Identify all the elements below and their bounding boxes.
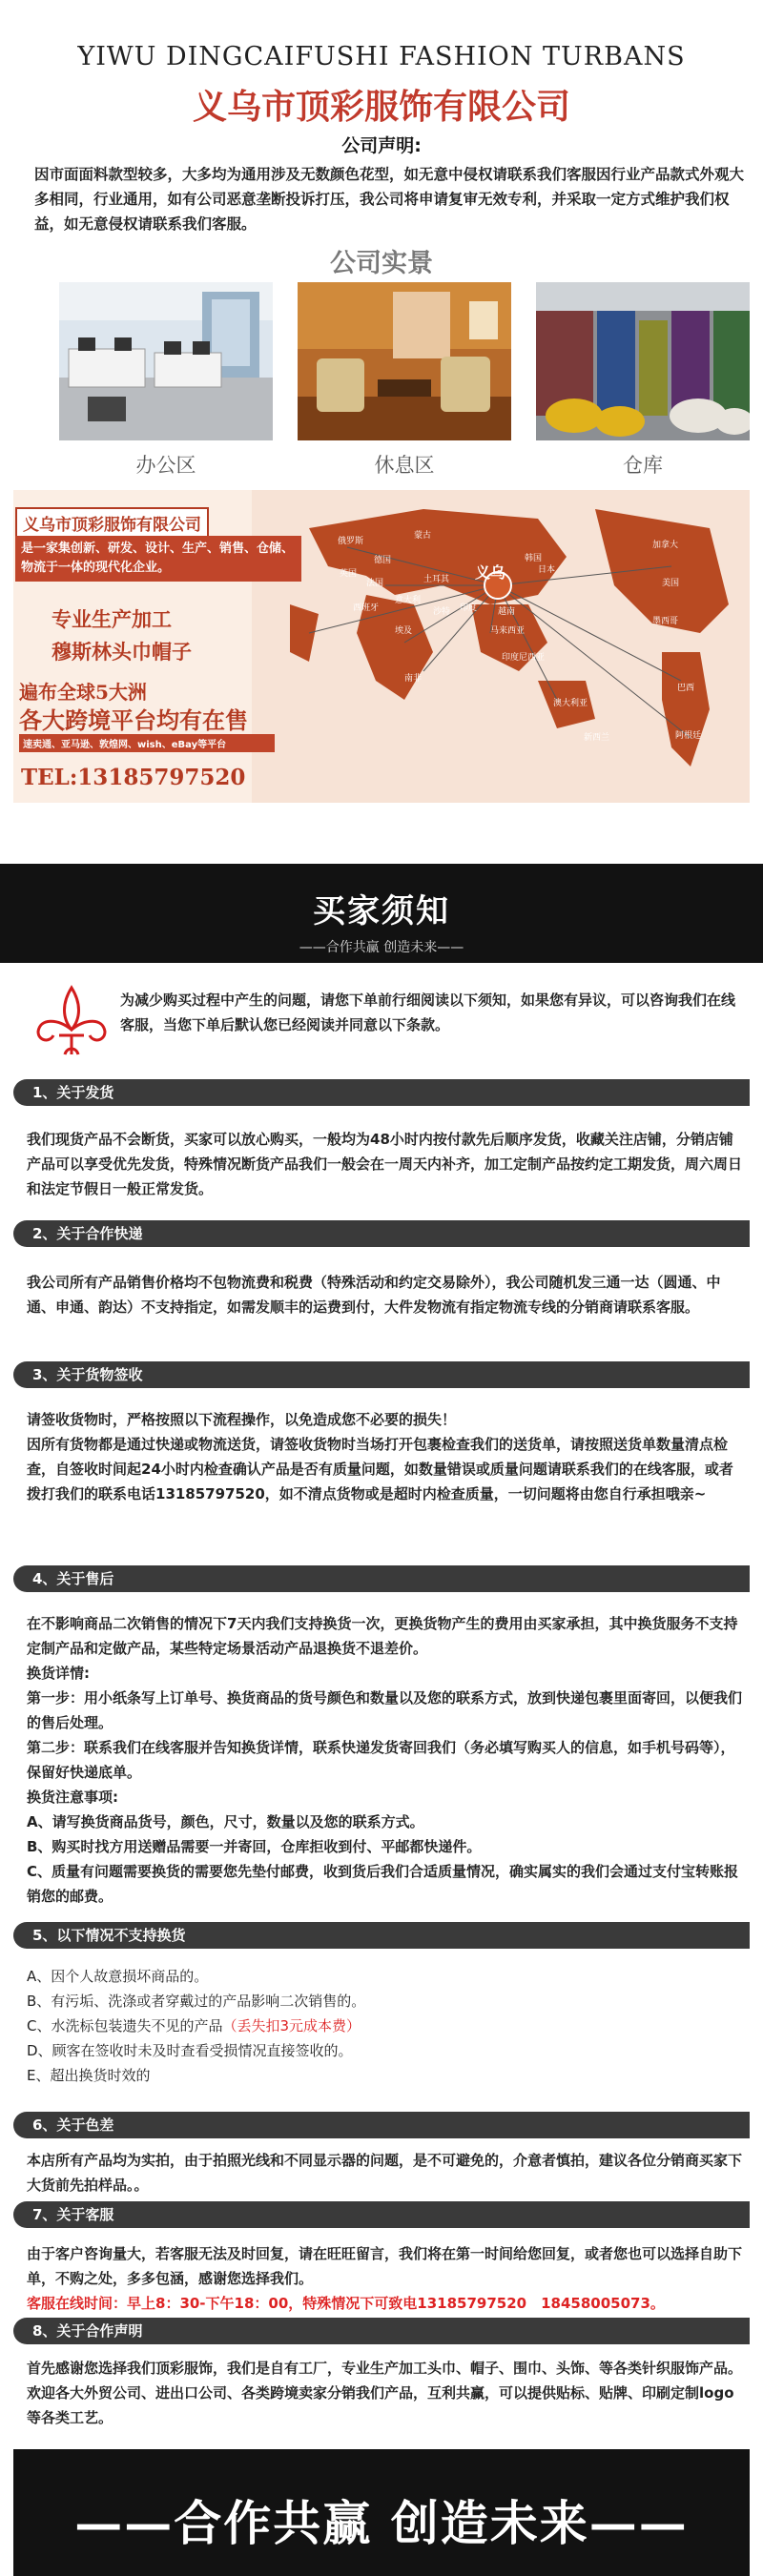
map-label: 韩国 (525, 554, 543, 563)
section-heading-aftersale: 4、关于售后 (13, 1565, 750, 1592)
section-body-color (0, 2148, 763, 2201)
service-hours: 客服在线时间：早上8：30-下午18：00，特殊情况下可致电13185797520 18458005073。 (27, 2295, 665, 2312)
map-label: 俄罗斯 (338, 537, 364, 546)
intro-text: 为减少购买过程中产生的问题，请您下单前行细阅读以下须知，如果您有异议，可以咨询我们在线客服，当您下单后默认您已经阅读并同意以下条款。 (120, 992, 736, 1033)
map-label: 蒙古 (414, 531, 432, 541)
section-body-service (0, 2241, 763, 2318)
paragraph: 第一步：用小纸条写上订单号、换货商品的货号颜色和数量以及您的联系方式，放到快递包裹里面寄回，以便我们的售后处理。 (27, 1689, 743, 1731)
intro-block (0, 963, 763, 1054)
paragraph: 首先感谢您选择我们顶彩服饰，我们是自有工厂，专业生产加工头巾、帽子、围巾、头饰、等各类针织服饰产品。欢迎各大外贸公司、进出口公司、各类跨境卖家分销我们产品，互利共赢，可以提供贴标、贴牌、印刷定制logo等各类工艺。 (27, 2360, 743, 2426)
gallery-captions (0, 442, 763, 486)
banner-line1: 专业生产加工 (52, 607, 172, 631)
paragraph: 我们现货产品不会断货，买家可以放心购买，一般均为48小时内按付款先后顺序发货，收藏关注店铺，分销店铺产品可以享受优先发货，特殊情况断货产品我们一般会在一周天内补齐，加工定制产品按约定工期发货，周六周日和法定节假日一般正常发货。 (27, 1131, 743, 1197)
map-label: 法国 (366, 579, 384, 588)
section-body-aftersale (0, 1611, 763, 1922)
paragraph: C、质量有问题需要换货的需要您先垫付邮费，收到货后我们合适质量情况，确实属实的我们会通过支付宝转账报销您的邮费。 (27, 1863, 739, 1905)
list-item-text: C、水洗标包装遗失不见的产品 (27, 2017, 223, 2034)
notice-text: 因市面面料款型较多，大多均为通用涉及无数颜色花型，如无意中侵权请联系我们客服因行业产品款式外观大多相同，行业通用，如有公司恶意垄断投诉打压，我公司将申请复审无效专利，并采取一定方式维护我们权益，如无意侵权请联系我们客服。 (34, 166, 745, 233)
paragraph: 换货注意事项: (27, 1789, 118, 1806)
warehouse-photo (536, 282, 750, 440)
list-item (27, 2014, 746, 2038)
section-heading-no-exchange: 5、以下情况不支持换货 (13, 1922, 750, 1949)
banner-crossborder: 各大跨境平台均有在售 (19, 706, 248, 734)
map-label: 英国 (340, 569, 358, 579)
map-label: 印度尼西亚 (502, 653, 546, 663)
banner-company: 义乌市顶彩服饰有限公司 (15, 507, 209, 539)
notice-title: 公司声明: (341, 135, 422, 156)
map-label: 德国 (374, 556, 392, 565)
map-label: 加拿大 (652, 541, 679, 550)
office-photo (59, 282, 273, 440)
section-heading-delivery: 1、关于发货 (13, 1079, 750, 1106)
map-label: 阿根廷 (675, 731, 702, 741)
section-body-courier (0, 1270, 763, 1361)
map-label: 土耳其 (423, 575, 450, 584)
gallery-title: 公司实景 (330, 249, 433, 278)
paragraph: 我公司所有产品销售价格均不包物流费和税费（特殊活动和约定交易除外），我公司随机发三通一达（圆通、中通、申通、韵达）不支持指定，如需发顺丰的运费到付，大件发物流有指定物流专线的分销商请联系客服。 (27, 1274, 721, 1316)
map-label: 马来西亚 (490, 626, 526, 636)
banner-global: 遍布全球5大洲 (19, 681, 147, 704)
caption-warehouse: 仓库 (623, 454, 663, 477)
paragraph: 由于客户咨询量大，若客服无法及时回复，请在旺旺留言，我们将在第一时间给您回复，或者您也可以选择自助下单，不购之处，多多包涵，感谢您选择我们。 (27, 2245, 743, 2287)
banner-tel: TEL:13185797520 (21, 765, 246, 790)
paragraph: 第二步：联系我们在线客服并告知换货详情，联系快递发货寄回我们（务必填写购买人的信息，如手机号码等），保留好快递底单。 (27, 1739, 735, 1781)
title-cn: 义乌市顶彩服饰有限公司 (192, 87, 570, 127)
paragraph: 请签收货物时，严格按照以下流程操作，以免造成您不必要的损失！ (27, 1411, 457, 1428)
map-label: 南非 (404, 674, 423, 684)
banner-description: 是一家集创新、研发、设计、生产、销售、仓储、物流于一体的现代化企业。 (15, 536, 301, 582)
map-center-label: 义乌 (475, 563, 506, 582)
world-map-graphic (252, 490, 750, 803)
map-label: 澳大利亚 (553, 699, 588, 708)
paragraph: 在不影响商品二次销售的情况下7天内我们支持换货一次，更换货物产生的费用由买家承担，其中换货服务不支持定制产品和定做产品，某些特定场景活动产品退换货不退差价。 (27, 1615, 738, 1657)
footer-slogan: ——合作共赢 创造未来—— (13, 2449, 750, 2576)
map-label: 新西兰 (584, 733, 610, 743)
section-heading-color: 6、关于色差 (13, 2112, 750, 2138)
list-item: E、超出换货时效的 (27, 2067, 151, 2084)
map-label: 日本 (538, 565, 556, 575)
map-label: 印度 (460, 603, 478, 613)
world-map-banner (13, 490, 750, 803)
paragraph: 换货详情: (27, 1665, 90, 1682)
list-item: A、因个人故意损坏商品的。 (27, 1968, 209, 1985)
banner-line2: 穆斯林头巾帽子 (52, 640, 192, 664)
map-label: 越南 (498, 607, 516, 617)
map-label: 墨西哥 (652, 617, 679, 626)
caption-lounge: 休息区 (374, 454, 435, 477)
map-label: 意大利 (395, 596, 422, 605)
paragraph: B、购买时找方用送赠品需要一并寄回，仓库拒收到付、平邮都快递件。 (27, 1838, 482, 1855)
list-item: D、顾客在签收时未及时查看受损情况直接签收的。 (27, 2042, 353, 2059)
map-label: 西班牙 (353, 603, 380, 613)
map-label: 沙特 (433, 607, 451, 617)
map-label: 美国 (662, 579, 680, 588)
section-body-no-exchange (0, 1964, 763, 2112)
paragraph: A、请写换货商品货号，颜色，尺寸，数量以及您的联系方式。 (27, 1813, 424, 1830)
paragraph: 因所有货物都是通过快递或物流送货，请签收货物时当场打开包裹检查我们的送货单，请按照送货单数量清点检查，自签收时间起24小时内检查确认产品是否有质量问题，如数量错误或质量问题请联系我们的在线客服，或者拨打我们的联系电话13185797520，如不清点货物或是超时内检查质量，一切问题将由您自行承担哦亲~ (27, 1436, 733, 1503)
map-label: 巴西 (677, 684, 695, 693)
section-heading-receipt: 3、关于货物签收 (13, 1361, 750, 1388)
list-item: B、有污垢、洗涤或者穿戴过的产品影响二次销售的。 (27, 1993, 366, 2010)
caption-office: 办公区 (135, 454, 196, 477)
map-label: 埃及 (395, 626, 413, 636)
buyer-notice-band (0, 864, 763, 963)
section-body-cooperation (0, 2356, 763, 2436)
title-en: YIWU DINGCAIFUSHI FASHION TURBANS (77, 42, 686, 72)
lounge-photo (298, 282, 511, 440)
banner-platforms: 速卖通、亚马逊、敦煌网、wish、eBay等平台 (19, 734, 275, 752)
section-heading-courier: 2、关于合作快递 (13, 1220, 750, 1247)
fee-note: （丢失扣3元成本费） (222, 2017, 361, 2034)
fleur-de-lis-icon (29, 980, 114, 1062)
paragraph: 本店所有产品均为实拍，由于拍照光线和不同显示器的问题，是不可避免的，介意者慎拍，建议各位分销商买家下大货前先拍样品。。 (27, 2152, 743, 2194)
buyer-title: 买家须知 (313, 892, 450, 930)
buyer-subtitle: ——合作共赢 创造未来—— (299, 940, 464, 955)
section-heading-cooperation: 8、关于合作声明 (13, 2318, 750, 2344)
section-body-delivery (0, 1127, 763, 1220)
section-body-receipt (0, 1407, 763, 1565)
section-heading-service: 7、关于客服 (13, 2201, 750, 2228)
photo-gallery (0, 282, 763, 442)
